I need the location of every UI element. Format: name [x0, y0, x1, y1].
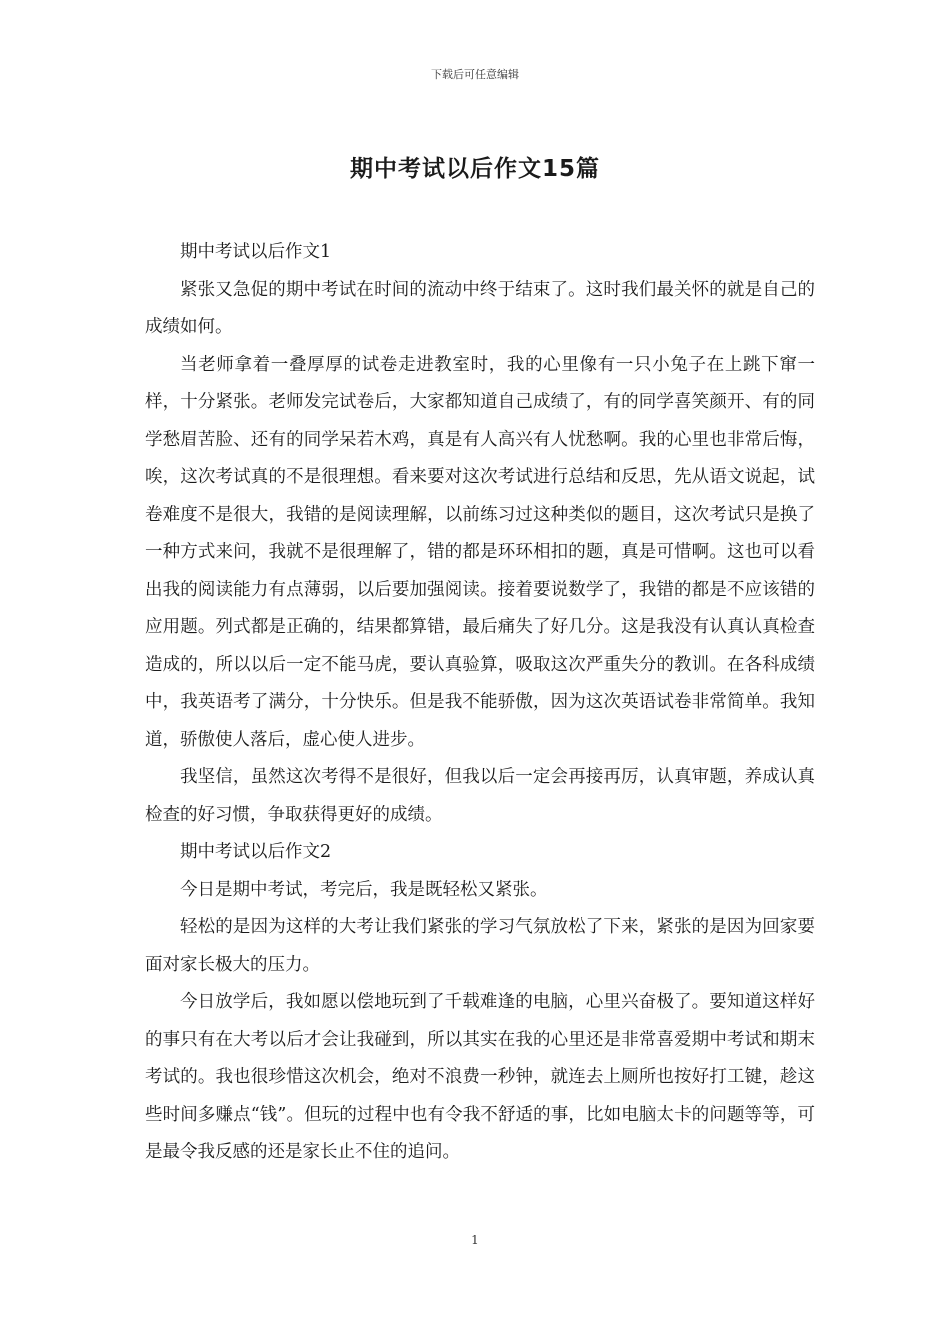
section-heading: 期中考试以后作文1 — [180, 242, 332, 262]
paragraph: 我坚信，虽然这次考得不是很好，但我以后一定会再接再厉，认真审题，养成认真检查的好习惯，争取获得更好的成绩。 — [145, 767, 815, 825]
paragraph: 今日放学后，我如愿以偿地玩到了千载难逢的电脑，心里兴奋极了。要知道这样好的事只有在大考以后才会让我碰到，所以其实在我的心里还是非常喜爱期中考试和期末考试的。我也很珍惜这次机会，绝对不浪费一秒钟，就连去上厕所也按好打工键，趁这些时间多赚点“钱”。但玩的过程中也有令我不舒适的事，比如电脑太卡的问题等等，可是最令我反感的还是家长止不住的追问。 — [145, 992, 815, 1162]
page-number: 1 — [471, 1233, 479, 1247]
section-heading: 期中考试以后作文2 — [180, 842, 332, 862]
paragraph: 今日是期中考试，考完后，我是既轻松又紧张。 — [180, 879, 548, 900]
paragraph: 轻松的是因为这样的大考让我们紧张的学习气氛放松了下来，紧张的是因为回家要面对家长极大的压力。 — [145, 917, 815, 975]
paragraph: 当老师拿着一叠厚厚的试卷走进教室时，我的心里像有一只小兔子在上跳下窜一样，十分紧张。老师发完试卷后，大家都知道自己成绩了，有的同学喜笑颜开、有的同学愁眉苦脸、还有的同学呆若木鸡，真是有人高兴有人忧愁啊。我的心里也非常后悔，唉，这次考试真的不是很理想。看来要对这次考试进行总结和反思，先从语文说起，试卷难度不是很大，我错的是阅读理解，以前练习过这种类似的题目，这次考试只是换了一种方式来问，我就不是很理解了，错的都是环环相扣的题，真是可惜啊。这也可以看出我的阅读能力有点薄弱，以后要加强阅读。接着要说数学了，我错的都是不应该错的应用题。列式都是正确的，结果都算错，最后痛失了好几分。这是我没有认真认真检查造成的，所以以后一定不能马虎，要认真验算，吸取这次严重失分的教训。在各科成绩中，我英语考了满分，十分快乐。但是我不能骄傲，因为这次英语试卷非常简单。我知道，骄傲使人落后，虚心使人进步。 — [145, 354, 815, 750]
header-note: 下载后可任意编辑 — [431, 68, 519, 81]
document-body — [145, 234, 815, 1172]
document-title: 期中考试以后作文15篇 — [349, 156, 600, 182]
paragraph: 紧张又急促的期中考试在时间的流动中终于结束了。这时我们最关怀的就是自己的成绩如何。 — [145, 279, 815, 337]
